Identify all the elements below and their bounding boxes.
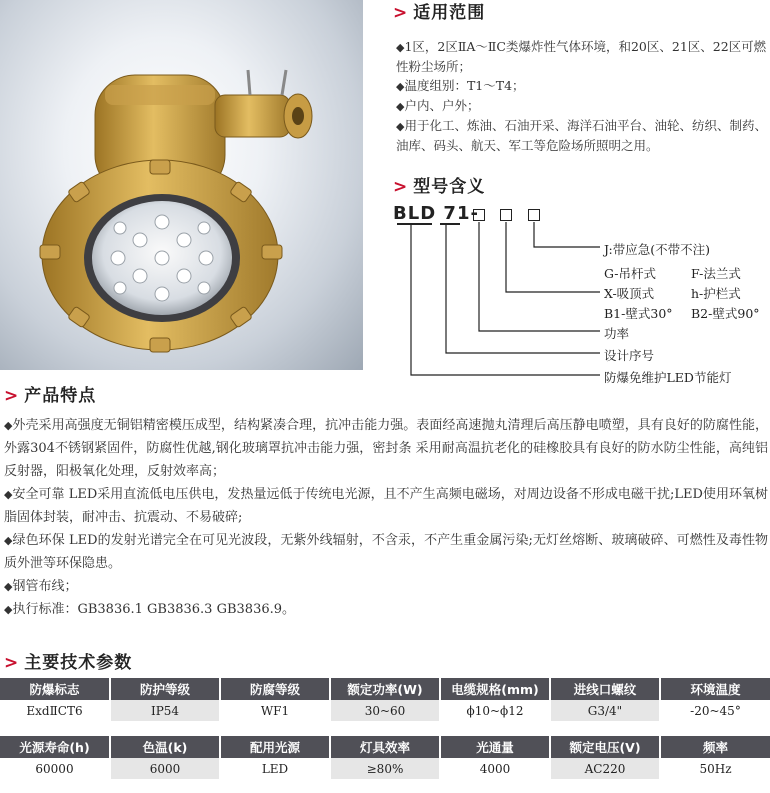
feature-item: ◆外壳采用高强度无铜铝精密模压成型，结构紧凑合理，抗冲击能力强。表面经高速抛丸清理后高压静电喷塑，具有良好的防腐性能，外露304不锈钢紧固件，防腐性优越,钢化玻璃罩抗冲击能力强，密封条 采用耐高温抗老化的硅橡胶具有良好的防水防尘性能，高纯铝反射器，阳极氧化处理，反射效率高； — [4, 418, 768, 479]
feature-item: ◆安全可靠 LED采用直流低电压供电，发热量远低于传统电光源，且不产生高频电磁场，对周边设备不形成电磁干扰;LED使用环氧树脂固体封装，耐冲击、抗震动、不易破碎; — [4, 487, 768, 525]
features-section-title — [4, 381, 96, 406]
spec-header-cell: 额定功率(W) — [330, 678, 440, 700]
spec-value-cell: 30~60 — [330, 700, 440, 721]
spec-header-cell: 进线口螺纹 — [550, 678, 660, 700]
features-title-text: 产品特点 — [24, 386, 97, 406]
spec-value-cell: IP54 — [110, 700, 220, 721]
model-title-text: 型号含义 — [413, 177, 486, 197]
arrow-icon: > — [393, 3, 408, 23]
spec-value-cell: LED — [220, 758, 330, 779]
scope-item: ◆户内、户外； — [396, 98, 480, 113]
legend-emergency: J:带应急(不带不注) — [604, 242, 710, 257]
spec-header-cell: 配用光源 — [220, 736, 330, 758]
model-dash: - — [470, 203, 479, 224]
diamond-bullet-icon: ◆ — [4, 488, 13, 501]
arrow-icon: > — [393, 177, 408, 197]
scope-item: ◆1区，2区ⅡA～ⅡC类爆炸性气体环境，和20区、21区、22区可燃性粉尘场所； — [396, 39, 767, 74]
spec-value-row — [0, 700, 770, 721]
spec-value-cell: AC220 — [550, 758, 660, 779]
diamond-bullet-icon: ◆ — [396, 120, 405, 133]
diamond-bullet-icon: ◆ — [4, 419, 13, 432]
feature-item: ◆绿色环保 LED的发射光谱完全在可见光波段，无紫外线辐射，不含汞，不产生重金属污染;无灯丝熔断、玻璃破碎、可燃性及毒性物质外泄等环保隐患。 — [4, 533, 768, 571]
spec-header-cell: 额定电压(V) — [550, 736, 660, 758]
legend-wall-30: B1-壁式30° — [604, 306, 673, 321]
spec-table-1 — [0, 678, 770, 721]
spec-header-cell: 防爆标志 — [0, 678, 110, 700]
specs-section-title — [4, 648, 132, 673]
scope-title-text: 适用范围 — [413, 3, 486, 23]
legend-flange: F-法兰式 — [691, 266, 741, 281]
diamond-bullet-icon: ◆ — [396, 41, 405, 54]
spec-value-cell: 60000 — [35, 761, 74, 776]
spec-header-cell: 灯具效率 — [330, 736, 440, 758]
spec-value-cell: -20~45° — [660, 700, 770, 721]
spec-value-cell: 6000 — [110, 758, 220, 779]
spec-value-cell: 50Hz — [660, 758, 770, 779]
diamond-bullet-icon: ◆ — [396, 100, 405, 113]
spec-header-cell: 环境温度 — [660, 678, 770, 700]
diamond-bullet-icon: ◆ — [4, 534, 13, 547]
diamond-bullet-icon: ◆ — [396, 80, 405, 93]
scope-item: ◆温度组别：T1～T4； — [396, 78, 525, 93]
spec-header-row — [0, 678, 770, 700]
legend-power: 功率 — [604, 326, 630, 341]
spec-table-2 — [0, 736, 770, 779]
legend-ceiling: X-吸顶式 — [604, 286, 655, 301]
model-prefix: BLD — [393, 203, 437, 224]
spec-value-cell: ϕ10~ϕ12 — [440, 700, 550, 721]
spec-header-row — [0, 736, 770, 758]
spec-value-cell: 4000 — [440, 758, 550, 779]
spec-header-cell: 色温(k) — [110, 736, 220, 758]
legend-product-name: 防爆免维护LED节能灯 — [604, 370, 732, 385]
spec-value-row — [0, 758, 770, 779]
model-number: 71 — [443, 203, 471, 224]
spec-header-cell: 光通量 — [440, 736, 550, 758]
spec-header-cell: 频率 — [660, 736, 770, 758]
arrow-icon: > — [4, 386, 19, 406]
specs-title-text: 主要技术参数 — [24, 653, 133, 673]
spec-value-cell: ≥80% — [330, 758, 440, 779]
diamond-bullet-icon: ◆ — [4, 580, 13, 593]
feature-item: ◆钢管布线； — [4, 579, 78, 594]
feature-item: ◆执行标准：GB3836.1 GB3836.3 GB3836.9。 — [4, 602, 296, 617]
spec-header-cell: 电缆规格(mm) — [440, 678, 550, 700]
spec-value-cell: WF1 — [220, 700, 330, 721]
diamond-bullet-icon: ◆ — [4, 603, 13, 616]
legend-guardrail: h-护栏式 — [691, 286, 741, 301]
spec-header-cell: 防护等级 — [110, 678, 220, 700]
arrow-icon: > — [4, 653, 19, 673]
spec-value-cell: ExdⅡCT6 — [26, 703, 83, 718]
spec-header-cell: 防腐等级 — [220, 678, 330, 700]
legend-design-seq: 设计序号 — [604, 348, 655, 363]
legend-pendant: G-吊杆式 — [604, 266, 656, 281]
legend-wall-90: B2-壁式90° — [691, 306, 760, 321]
spec-value-cell: G3/4" — [550, 700, 660, 721]
features-list — [4, 414, 768, 621]
spec-header-cell: 光源寿命(h) — [0, 736, 110, 758]
scope-item: ◆用于化工、炼油、石油开采、海洋石油平台、油轮、纺织、制药、油库、码头、航天、军工等危险场所照明之用。 — [396, 118, 767, 153]
